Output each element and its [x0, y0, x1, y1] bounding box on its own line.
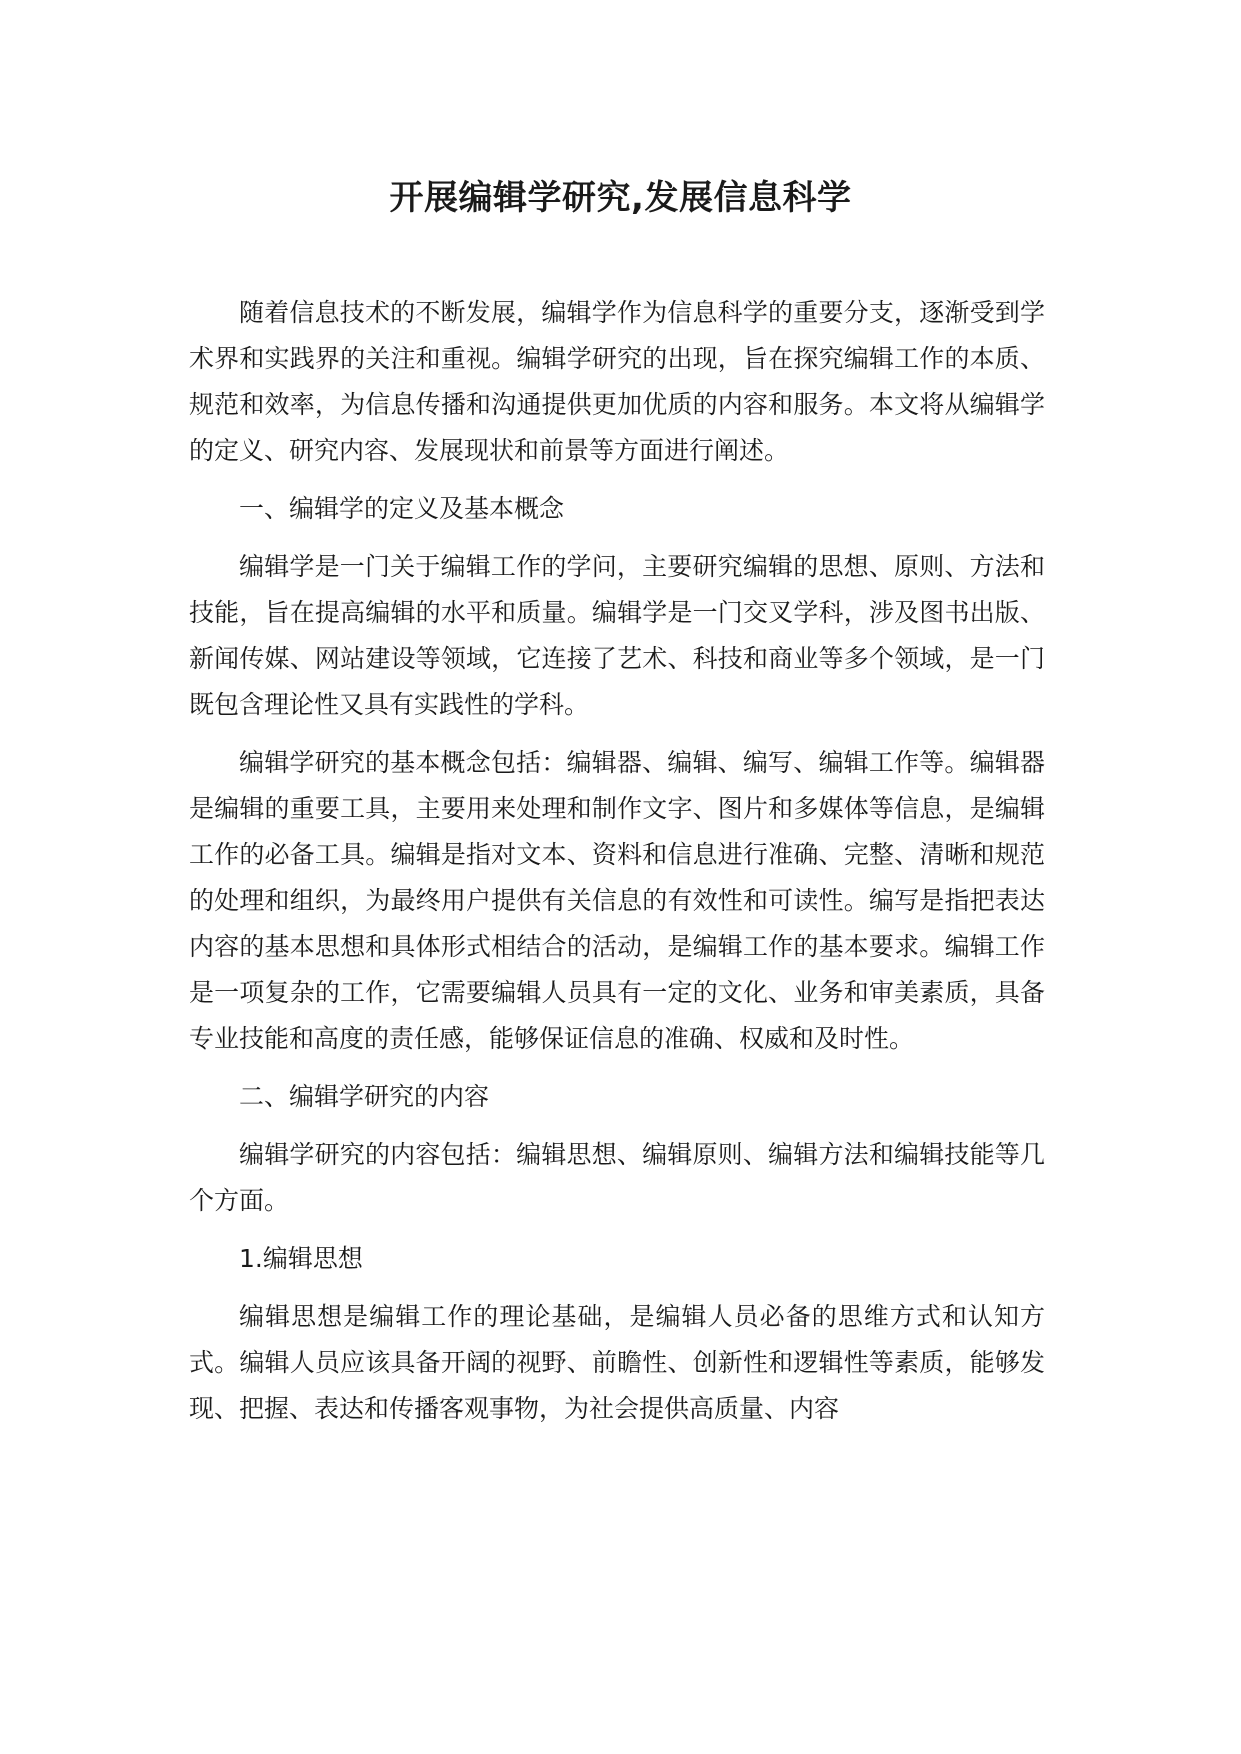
document-title: 开展编辑学研究,发展信息科学	[389, 178, 852, 218]
content-paragraph: 编辑学研究的内容包括：编辑思想、编辑原则、编辑方法和编辑技能等几个方面。	[189, 1140, 1045, 1215]
definition-paragraph: 编辑学是一门关于编辑工作的学问，主要研究编辑的思想、原则、方法和技能，旨在提高编辑的水平和质量。编辑学是一门交叉学科，涉及图书出版、新闻传媒、网站建设等领域，它连接了艺术、科技和商业等多个领域，是一门既包含理论性又具有实践性的学科。	[189, 552, 1045, 719]
document-body	[189, 290, 1045, 1432]
section-heading-1: 一、编辑学的定义及基本概念	[239, 494, 565, 523]
subsection-heading-1: 1.编辑思想	[239, 1244, 363, 1273]
section-heading-2: 二、编辑学研究的内容	[239, 1082, 490, 1111]
editing-thought-paragraph: 编辑思想是编辑工作的理论基础，是编辑人员必备的思维方式和认知方式。编辑人员应该具备开阔的视野、前瞻性、创新性和逻辑性等素质，能够发现、把握、表达和传播客观事物，为社会提供高质量、内容	[189, 1302, 1045, 1423]
concepts-paragraph: 编辑学研究的基本概念包括：编辑器、编辑、编写、编辑工作等。编辑器是编辑的重要工具，主要用来处理和制作文字、图片和多媒体等信息，是编辑工作的必备工具。编辑是指对文本、资料和信息进行准确、完整、清晰和规范的处理和组织，为最终用户提供有关信息的有效性和可读性。编写是指把表达内容的基本思想和具体形式相结合的活动，是编辑工作的基本要求。编辑工作是一项复杂的工作，它需要编辑人员具有一定的文化、业务和审美素质，具备专业技能和高度的责任感，能够保证信息的准确、权威和及时性。	[189, 748, 1045, 1053]
intro-paragraph: 随着信息技术的不断发展，编辑学作为信息科学的重要分支，逐渐受到学术界和实践界的关注和重视。编辑学研究的出现，旨在探究编辑工作的本质、规范和效率，为信息传播和沟通提供更加优质的内容和服务。本文将从编辑学的定义、研究内容、发展现状和前景等方面进行阐述。	[189, 298, 1045, 465]
